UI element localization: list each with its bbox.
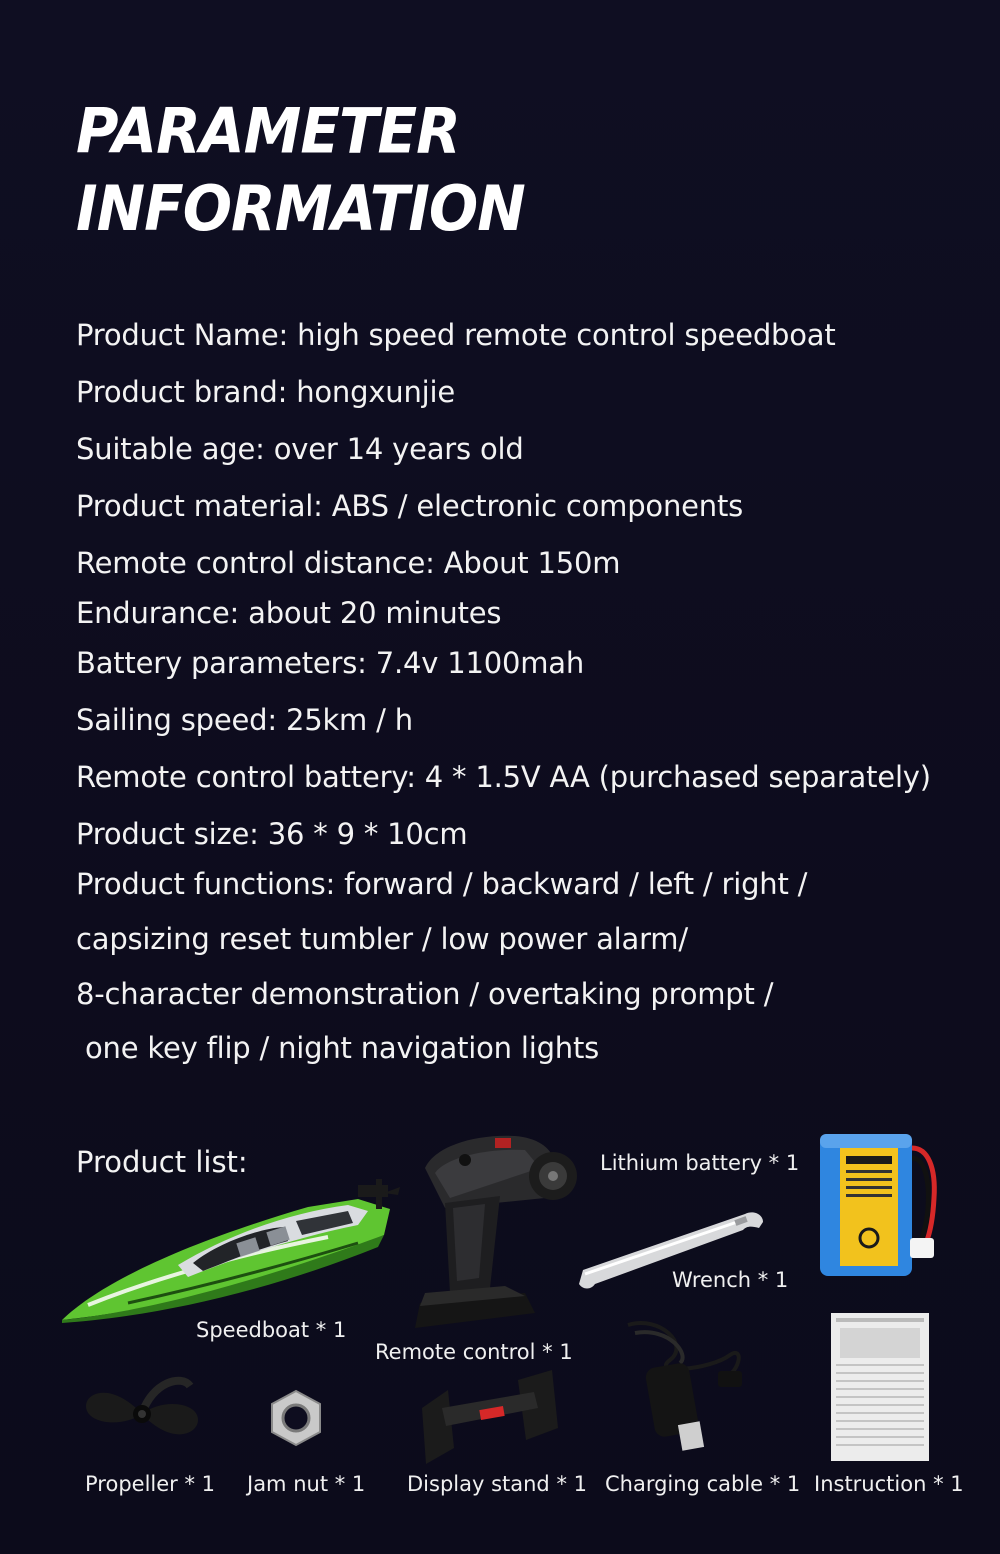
spec-product-name: Product Name: high speed remote control speedboat [76, 318, 836, 352]
jam-nut-label: Jam nut * 1 [247, 1472, 366, 1496]
page-title [76, 92, 525, 248]
spec-remote-distance: Remote control distance: About 150m [76, 546, 621, 580]
spec-product-brand: Product brand: hongxunjie [76, 375, 455, 409]
lithium-battery-label: Lithium battery * 1 [600, 1151, 800, 1175]
spec-battery-parameters: Battery parameters: 7.4v 1100mah [76, 646, 585, 680]
propeller-label: Propeller * 1 [85, 1472, 215, 1496]
instruction-image [830, 1312, 930, 1462]
charging-cable-image [620, 1315, 750, 1460]
display-stand-image [418, 1368, 563, 1468]
title-line-1: PARAMETER [76, 94, 460, 168]
spec-product-size: Product size: 36 * 9 * 10cm [76, 817, 468, 851]
charging-cable-label: Charging cable * 1 [605, 1472, 801, 1496]
wrench-label: Wrench * 1 [672, 1268, 789, 1292]
spec-endurance: Endurance: about 20 minutes [76, 596, 502, 630]
spec-functions-line-2: capsizing reset tumbler / low power alarm/ [76, 922, 688, 956]
remote-control-image [405, 1128, 580, 1333]
spec-sailing-speed: Sailing speed: 25km / h [76, 703, 413, 737]
remote-control-label: Remote control * 1 [375, 1340, 573, 1364]
spec-suitable-age: Suitable age: over 14 years old [76, 432, 524, 466]
propeller-image [82, 1372, 202, 1452]
spec-functions-line-1: Product functions: forward / backward / left / right / [76, 867, 808, 901]
spec-material: Product material: ABS / electronic components [76, 489, 744, 523]
lithium-battery-image [818, 1128, 943, 1278]
spec-functions-line-4: one key flip / night navigation lights [76, 1031, 600, 1065]
display-stand-label: Display stand * 1 [407, 1472, 587, 1496]
instruction-label: Instruction * 1 [814, 1472, 964, 1496]
spec-remote-battery: Remote control battery: 4 * 1.5V AA (purchased separately) [76, 760, 931, 794]
spec-functions-line-3: 8-character demonstration / overtaking prompt / [76, 977, 774, 1011]
jam-nut-image [266, 1388, 326, 1448]
product-list-label: Product list: [76, 1145, 248, 1179]
title-line-2: INFORMATION [76, 171, 525, 246]
speedboat-image [58, 1165, 403, 1330]
speedboat-label: Speedboat * 1 [196, 1318, 347, 1342]
